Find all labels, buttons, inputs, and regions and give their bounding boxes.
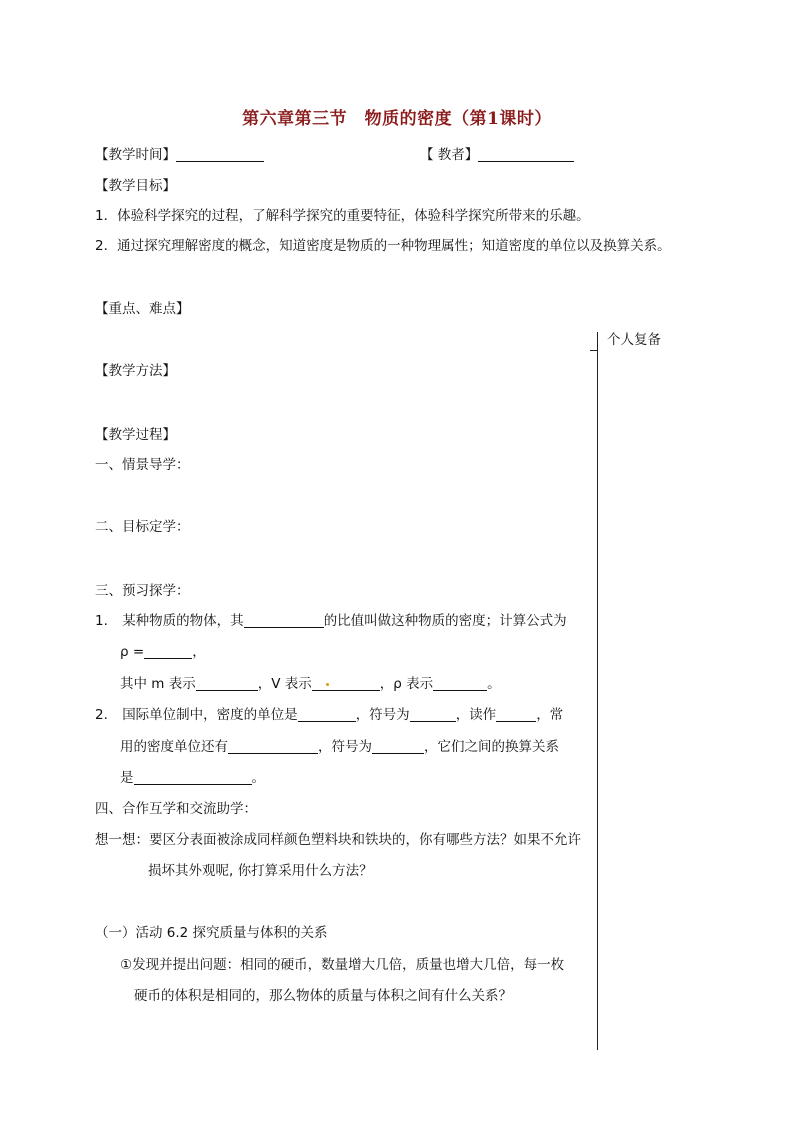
v-meaning-label: ，V 表示 — [257, 676, 312, 692]
question-2-text-f: ，符号为 — [318, 739, 372, 755]
stray-mark-icon — [326, 683, 329, 686]
question-2-text-g: ，它们之间的换算关系 — [424, 739, 559, 755]
line-end-period: 。 — [487, 676, 501, 692]
question-1-line-2 — [120, 643, 206, 661]
pronunciation-blank[interactable] — [496, 707, 536, 722]
question-2-line-1 — [95, 706, 563, 724]
activity-step-1-line-2: 硬币的体积是相同的，那么物体的质量与体积之间有什么关系？ — [134, 988, 512, 1004]
objective-1: 1．体验科学探究的过程，了解科学探究的重要特征，体验科学探究所带来的乐趣。 — [95, 208, 590, 224]
teaching-time-blank[interactable] — [176, 147, 264, 162]
si-symbol-blank[interactable] — [410, 707, 456, 722]
section-3-heading: 三、预习探学： — [95, 583, 190, 599]
question-1-blank-ratio[interactable] — [244, 613, 324, 628]
question-1-line-3 — [120, 675, 501, 693]
rho-meaning-label: ，ρ 表示 — [379, 676, 434, 692]
m-meaning-blank[interactable] — [196, 676, 258, 691]
v-meaning-blank[interactable] — [312, 676, 380, 691]
m-meaning-label: 其中 m 表示 — [120, 676, 196, 692]
margin-rule — [597, 332, 598, 1050]
teaching-time-field — [95, 146, 264, 164]
common-unit-blank[interactable] — [228, 739, 318, 754]
section-2-heading: 二、目标定学： — [95, 519, 190, 535]
question-2-text-d: ，常 — [536, 707, 564, 723]
question-2-end-period: 。 — [251, 770, 265, 786]
formula-rho-label: ρ = — [120, 644, 145, 660]
formula-comma: ， — [192, 644, 206, 660]
objectives-heading: 【教学目标】 — [95, 178, 176, 194]
question-2-line-2 — [120, 738, 559, 756]
rho-meaning-blank[interactable] — [433, 676, 487, 691]
think-line-1: 想一想：要区分表面被涂成同样颜色塑料块和铁块的，你有哪些方法？如果不允许 — [95, 832, 581, 848]
question-2-text-a: 国际单位制中，密度的单位是 — [122, 707, 298, 723]
question-2-text-h: 是 — [120, 770, 134, 786]
key-points-heading: 【重点、难点】 — [95, 301, 190, 317]
question-1-text-a: 某种物质的物体，其 — [122, 613, 244, 629]
section-1-heading: 一、情景导学： — [95, 457, 190, 473]
process-heading: 【教学过程】 — [95, 427, 176, 443]
activity-heading: （一）活动 6.2 探究质量与体积的关系 — [95, 925, 328, 941]
common-symbol-blank[interactable] — [372, 739, 424, 754]
conversion-blank[interactable] — [134, 770, 252, 785]
activity-step-1-line-1: ①发现并提出问题：相同的硬币，数量增大几倍，质量也增大几倍，每一枚 — [120, 957, 565, 973]
teacher-field — [420, 146, 574, 164]
question-1-number: 1. — [95, 613, 108, 629]
teacher-label: 【 教者】 — [420, 147, 479, 163]
question-2-number: 2. — [95, 707, 108, 723]
formula-blank[interactable] — [144, 644, 192, 659]
question-2-text-c: ，读作 — [455, 707, 497, 723]
page-title: 第六章第三节 物质的密度（第1课时） — [242, 109, 552, 129]
objective-2: 2．通过探究理解密度的概念，知道密度是物质的一种物理属性；知道密度的单位以及换算关系。 — [95, 238, 671, 254]
question-2-line-3 — [120, 769, 265, 787]
method-heading: 【教学方法】 — [95, 363, 176, 379]
si-unit-blank[interactable] — [298, 707, 356, 722]
question-1-line-1 — [95, 612, 567, 630]
question-1-text-b: 的比值叫做这种物质的密度；计算公式为 — [323, 613, 567, 629]
personal-review-note: 个人复备 — [607, 332, 661, 348]
question-2-text-e: 用的密度单位还有 — [120, 739, 228, 755]
question-2-text-b: ，符号为 — [355, 707, 410, 723]
teaching-time-label: 【教学时间】 — [95, 147, 176, 163]
teacher-blank[interactable] — [478, 147, 574, 162]
section-4-heading: 四、合作互学和交流助学： — [95, 801, 257, 817]
think-line-2: 损坏其外观呢, 你打算采用什么方法？ — [148, 863, 373, 879]
